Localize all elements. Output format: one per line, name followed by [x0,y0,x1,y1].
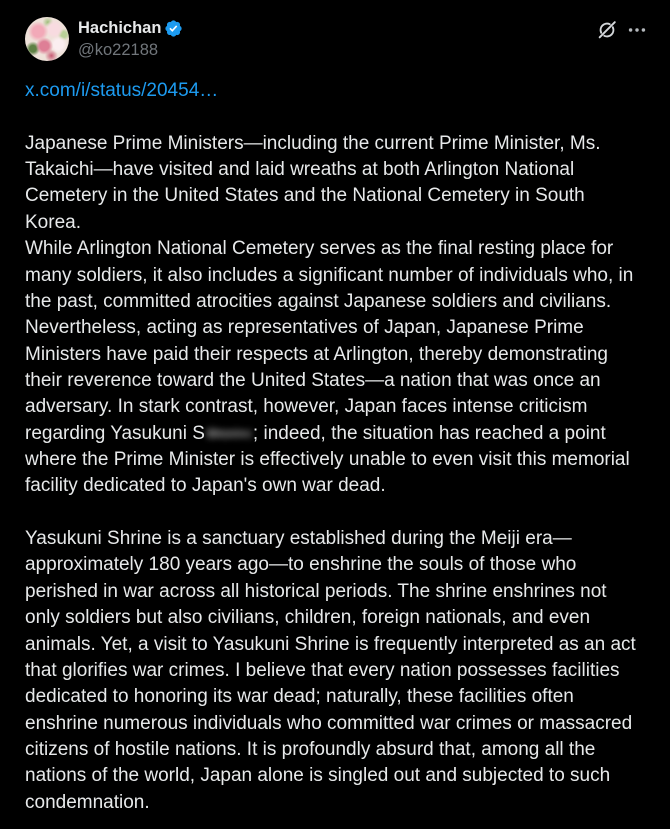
post-text-line: condemnation. [25,791,150,813]
post-text-line: citizens of hostile nations. It is profoundly absurd that, among all the [25,738,596,760]
post-text-line: Japanese Prime Ministers—including the current Prime Minister, Ms. [25,132,601,154]
post-text-line: approximately 180 years ago—to enshrine the souls of those who [25,554,577,576]
post-text-line: nations of the world, Japan alone is singled out and subjected to such [25,765,611,787]
post-text-line: only soldiers but also civilians, children, foreign nationals, and even [25,607,591,629]
status-link[interactable]: x.com/i/status/20454… [25,80,219,101]
display-name[interactable]: Hachichan [78,19,162,37]
post-text-line [25,421,636,447]
post-text-line: While Arlington National Cemetery serves as the final resting place for [25,238,614,260]
post-text-line: Cemetery in the United States and the National Cemetery in South [25,185,585,207]
post-text-line: the past, committed atrocities against Japanese soldiers and civilians. [25,290,612,312]
post-text-line: animals. Yet, a visit to Yasukuni Shrine is frequently interpreted as an act [25,633,636,655]
post-text [25,78,636,816]
verified-badge-icon[interactable] [164,19,183,38]
post-header [0,0,670,70]
grok-button[interactable] [596,19,618,41]
grok-icon [596,19,618,41]
author-info [78,17,183,61]
name-row [78,17,183,39]
handle[interactable]: @ko22188 [78,41,159,59]
post-text-line: Yasukuni Shrine is a sanctuary established during the Meiji era— [25,528,572,550]
redacted-blur [205,424,253,442]
post-text-line: dedicated to honoring its war dead; naturally, these facilities often [25,686,574,708]
paragraph [25,236,636,500]
post-text-line: adversary. In stark contrast, however, Japan faces intense criticism [25,396,588,418]
more-icon [626,19,648,41]
post-text-line: that glorifies war crimes. I believe that every nation possesses facilities [25,659,620,681]
post-text-line: many soldiers, it also includes a significant number of individuals who, in [25,264,634,286]
avatar[interactable] [25,17,69,61]
text-segment: ; indeed, the situation has reached a point [252,422,606,444]
text-segment: regarding Yasukuni S [25,422,205,444]
post-text-line: perished in war across all historical periods. The shrine enshrines not [25,580,607,602]
post-text-line: Ministers have paid their respects at Arlington, thereby demonstrating [25,343,608,365]
more-button[interactable] [626,19,648,41]
post-text-line: where the Prime Minister is effectively unable to even visit this memorial [25,449,630,471]
post-text-line: Korea. [25,211,81,233]
post-text-line: Takaichi—have visited and laid wreaths at both Arlington National [25,159,575,181]
post-text-line: enshrine numerous individuals who committed war crimes or massacred [25,712,633,734]
post-text-line: their reverence toward the United States—a nation that was once an [25,369,601,391]
post-text-line: facility dedicated to Japan's own war dead. [25,475,386,497]
paragraph [25,526,636,816]
post-text-line: Nevertheless, acting as representatives of Japan, Japanese Prime [25,317,584,339]
paragraph [25,131,636,236]
